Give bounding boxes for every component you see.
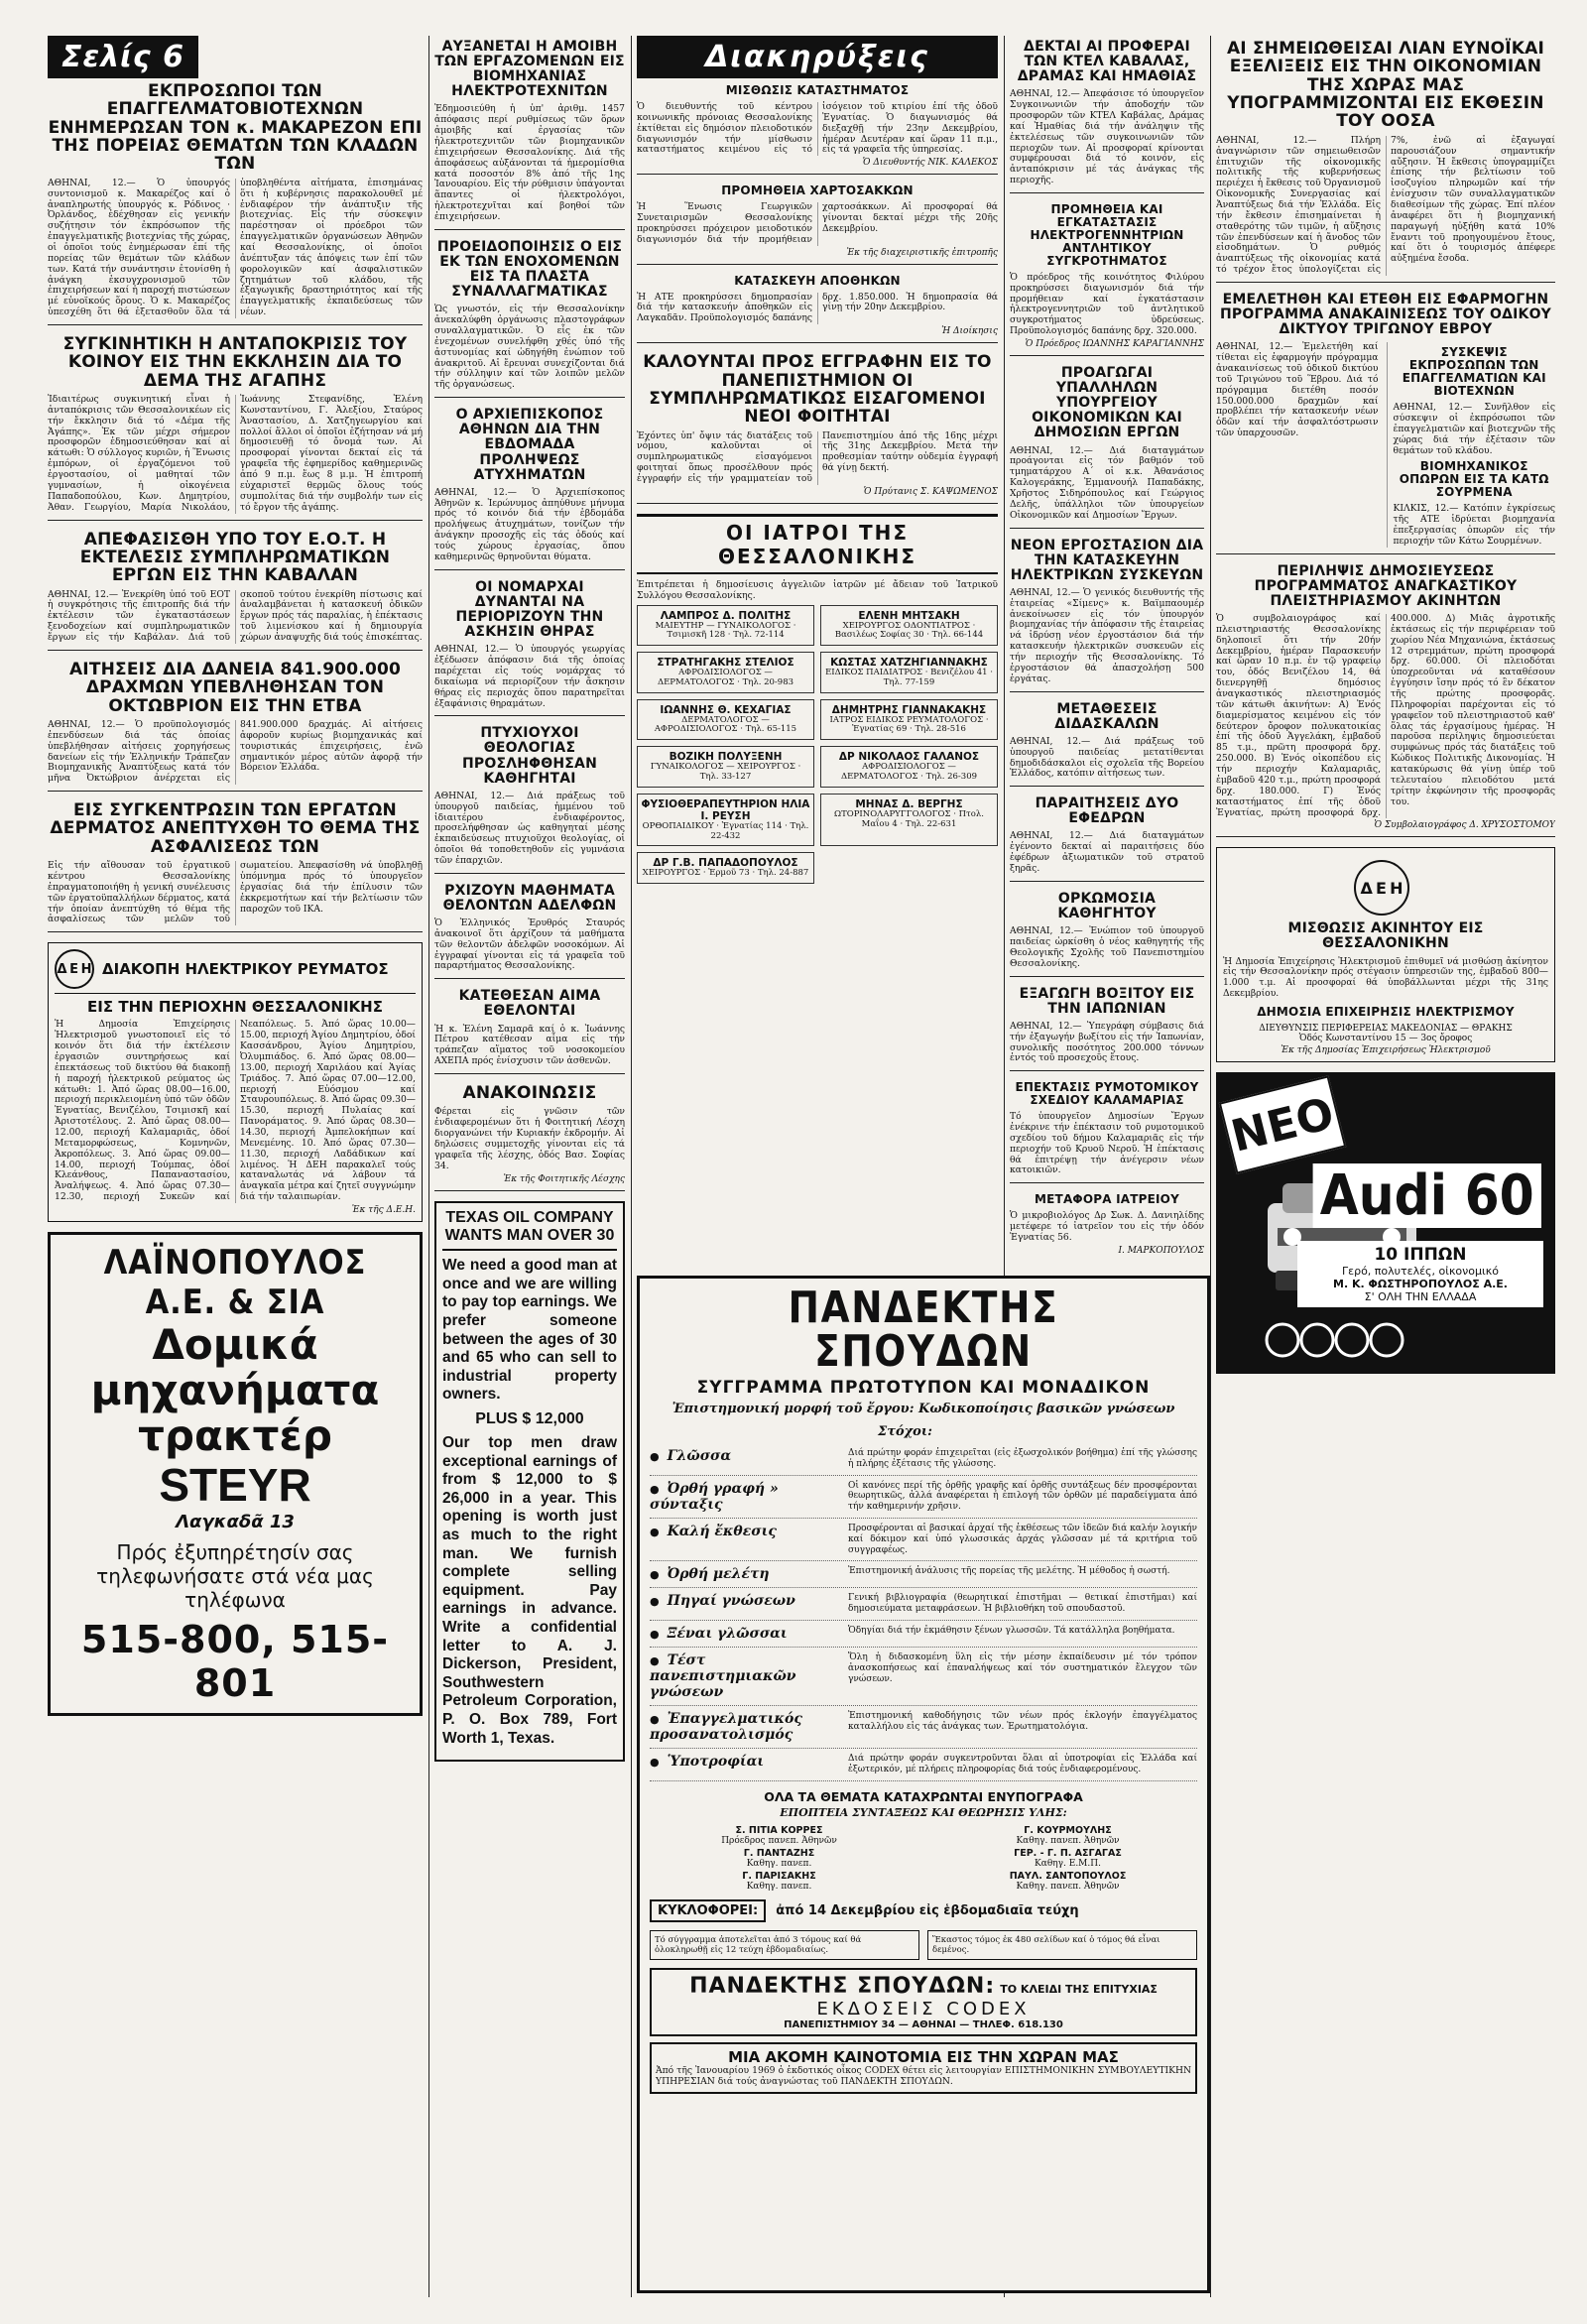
goal-name: ● Τέστ πανεπιστημιακῶν γνώσεων xyxy=(650,1652,848,1700)
goal-name: ● Ἐπαγγελματικός προσανατολισμός xyxy=(650,1711,848,1743)
author-role: Καθηγ. πανεπ. xyxy=(746,1881,812,1892)
doctor-listing xyxy=(637,794,814,847)
doctor-details: ΜΑΙΕΥΤΗΡ — ΓΥΝΑΙΚΟΛΟΓΟΣ · Τσιμισκῆ 128 · Τηλ. 72-114 xyxy=(655,620,796,641)
headline: ΚΑΛΟΥΝΤΑΙ ΠΡΟΣ ΕΓΓΡΑΦΗΝ ΕΙΣ ΤΟ ΠΑΝΕΠΙΣΤΗΜΙΟΝ ΟΙ ΣΥΜΠΛΗΡΩΜΑΤΙΚΩΣ ΕΙΣΑΓΟΜΕΝΟΙ ΝΕΟΙ ΦΟΙΤΗΤΑΙ xyxy=(643,352,992,428)
goal-name: ● Καλή ἔκθεσις xyxy=(650,1524,848,1539)
author-name: Γ. ΠΑΡΙΣΑΚΗΣ xyxy=(742,1870,816,1882)
dei-lease-notice xyxy=(1216,847,1555,1062)
ad-signed: ΟΛΑ ΤΑ ΘΕΜΑΤΑ ΚΑΤΑΧΡΩΝΤΑΙ ΕΝΥΠΟΓΡΑΦΑ xyxy=(764,1788,1083,1804)
goal-row xyxy=(650,1476,1197,1519)
goal-name: ● Ὀρθή γραφή » σύνταξις xyxy=(650,1481,848,1513)
author xyxy=(650,1871,909,1892)
article-announcements xyxy=(434,1084,625,1191)
doctor-details: ΔΕΡΜΑΤΟΛΟΓΟΣ — ΑΦΡΟΔΙΣΙΟΛΟΓΟΣ · Τηλ. 65-115 xyxy=(654,714,797,735)
notice-title: ΔΙΑΚΟΠΗ ΗΛΕΚΤΡΙΚΟΥ ΡΕΥΜΑΤΟΣ xyxy=(102,960,389,979)
headline: ΕΞΑΓΩΓΗ ΒΟΞΙΤΟΥ ΕΙΣ ΤΗΝ ΙΑΠΩΝΙΑΝ xyxy=(1019,985,1195,1017)
doctor-details: ΓΥΝΑΙΚΟΛΟΓΟΣ — ΧΕΙΡΟΥΡΓΟΣ · Τηλ. 33-127 xyxy=(650,762,801,782)
doctor-details: ΕΙΔΙΚΟΣ ΠΑΙΔΙΑΤΡΟΣ · Βενιζέλου 41 · Τηλ. 77-159 xyxy=(825,668,993,687)
ad-text-2: Our top men draw exceptional earnings of from $ 12,000 to $ 26,000 in a year. This opening is worth just as much to the right man. We furnish complete selling equipment. Pay earnings in advance. Write a confidential letter to A. J. Dickerson, President, Southwestern Petroleum Corporation, P. O. Box 789, Fort Worth 1, Texas. xyxy=(442,1434,617,1747)
goal-description: Οἱ κανόνες περί τῆς ὀρθῆς γραφῆς καί ὀρθῆς συντάξεως δέν προσφέρονται θεωρητικῶς, ἀλλά ἀναφέρεται ἡ ἐπιλογή τῶν ὁρθῶν μέ παραδείγματα ἀπό τήν καθημερινήν χρῆσιν. xyxy=(848,1480,1197,1513)
ad-info xyxy=(1297,1241,1543,1307)
article-body: Ἐχόντες ὑπ' ὄψιν τάς διατάξεις τοῦ νόμου, καλοῦνται οἱ συμπληρωματικῶς εἰσαγόμενοι φοιτηταί ὅπως προσέλθουν πρός ἐγγραφήν εἰς τήν γραμματείαν τοῦ Πανεπιστημίου ἀπό τῆς 16ης μέχρι τῆς 31ης Δεκεμβρίου. Μετά τήν προθεσμίαν ταύτην οὐδεμία ἐγγραφή θά γίνῃ δεκτή. xyxy=(637,429,998,485)
column-1 xyxy=(48,36,423,2297)
headline: ΑΥΞΑΝΕΤΑΙ Η ΑΜΟΙΒΗ ΤΩΝ ΕΡΓΑΖΟΜΕΝΩΝ ΕΙΣ ΒΙΟΜΗΧΑΝΙΑΣ ΗΛΕΚΤΡΟΤΕΧΝΙΤΩΝ xyxy=(434,39,625,100)
doctor-name: ΔΡ Γ.Β. ΠΑΠΑΔΟΠΟΥΛΟΣ xyxy=(653,857,798,870)
audi-rings-icon xyxy=(1258,1320,1416,1360)
doctor-details: ΩΤΟΡΙΝΟΛΑΡΥΓΓΟΛΟΓΟΣ · Πτολ. Μαΐου 4 · Τηλ. 22-631 xyxy=(834,808,984,829)
article-resignations xyxy=(1010,796,1204,882)
article-body: Ἰδιαιτέρως συγκινητική εἶναι ἡ ἀνταπόκρισις τῶν Θεσσαλονικέων εἰς τήν ἔκκλησιν διά τό «Δέμα τῆς Ἀγάπης». Ἐκ τῶν μέχρι σήμερον προσφορῶν ἐδημοσιεύθησαν καί αἱ κάτωθι: Ὁ σύλλογος κυριῶν, ἡ Ἕνωσις ἐμπόρων, οἱ ἐργαζόμενοι τοῦ ἐργοστασίου, οἱ μαθηταί τῶν γυμνασίων, ἡ οἰκογένεια Παπαδοπούλου, Κων. Δημητρίου, Ἀθαν. Γεωργίου, Μαρία Νικολάου, Ἰωάννης Στεφανίδης, Ἑλένη Κωνσταντίνου, Γ. Ἀλεξίου, Σταύρος Ἀναστασίου, Δ. Χατζηγεωργίου καί πολλοί ἄλλοι οἱ ὁποῖοι ἐζήτησαν νά μή δημοσιευθῇ τό ὄνομά των. Αἱ προσφοραί γίνονται δεκταί εἰς τά γραφεῖα τῆς ἐφημερίδος καθημερινῶς ἀπό 9 π.μ. ἕως 8 μ.μ. Ἡ ἐπιτροπή εὐχαριστεῖ θερμῶς ὅλους τούς συμπολίτας διά τήν συμβολήν των εἰς τό ἔργον τῆς ἀγάπης. xyxy=(48,394,423,513)
ad-lainopoulos-steyr xyxy=(48,1232,423,1716)
article-forgery-warning xyxy=(434,240,625,398)
headline: ΔΕΚΤΑΙ ΑΙ ΠΡΟΦΕΡΑΙ ΤΩΝ ΚΤΕΛ ΚΑΒΑΛΑΣ, ΔΡΑΜΑΣ ΚΑΙ ΗΜΑΘΙΑΣ xyxy=(1017,39,1197,85)
article-signature: Ἐκ τῆς Φοιτητικῆς Λέσχης xyxy=(503,1173,625,1184)
article-auction xyxy=(1216,564,1555,838)
doctor-name: ΛΑΜΠΡΟΣ Δ. ΠΟΛΙΤΗΣ xyxy=(660,609,792,622)
doctors-grid xyxy=(637,602,998,887)
notice-store-lease xyxy=(637,84,998,175)
doctor-name: ΚΩΣΤΑΣ ΧΑΤΖΗΓΙΑΝΝΑΚΗΣ xyxy=(830,657,988,670)
article-body: Ὁ διευθυντής τοῦ κέντρου κοινωνικῆς πρόνοιας Θεσσαλονίκης ἐκτίθεται εἰς δημόσιον πλειοδοτικόν διαγωνισμόν τήν μίσθωσιν καταστήματος κειμένου εἰς τό ἰσόγειον τοῦ κτιρίου ἐπί τῆς ὁδοῦ Ἐγνατίας. Ὁ διαγωνισμός θά διεξαχθῇ τήν 23ην Δεκεμβρίου, ἡμέραν Δευτέραν καί ὥραν 11 π.μ., εἰς τά γραφεῖα τῆς ὑπηρεσίας. xyxy=(637,100,998,156)
dei-logo-icon: Δ Ε Η xyxy=(1354,860,1409,916)
notice-paper-bags xyxy=(637,184,998,264)
article-generators xyxy=(1010,203,1204,356)
author-name: Γ. ΚΟΥΡΜΟΥΛΗΣ xyxy=(1024,1824,1112,1836)
article-body: ΑΘΗΝΑΙ, 12.— Ἐνεκρίθη ὑπό τοῦ ΕΟΤ ἡ συγκρότησις τῆς ἐπιτροπῆς διά τήν ἐκτέλεσιν τῶν ἐγκαταστάσεων ξενοδοχείων καί συμπληρωματικῶν ἔργων εἰς τήν Καβάλαν. Διά τοῦ σκοποῦ τούτου ἐνεκρίθη πίστωσις καί ἀναλαμβάνεται ἡ κατασκευή ὁδικῶν ἔργων πρός τάς παραλίας, ἡ ἐπέκτασις τοῦ λιμενίσκου καί ἡ δημιουργία χώρων ἀναψυχῆς διά τούς ἐπισκέπτας. xyxy=(48,588,423,644)
goal-description: Διά πρώτην φοράν συγκεντροῦνται ὅλαι αἱ ὑποτροφίαι εἰς Ἑλλάδα καί ἐξωτερικόν, μέ πλήρεις πληροφορίας διά τούς ἐνδιαφερομένους. xyxy=(848,1753,1197,1774)
column-rule xyxy=(1210,36,1211,2297)
article-body: Τό ὑπουργεῖον Δημοσίων Ἔργων ἐνέκρινε τήν ἐπέκτασιν τοῦ ρυμοτομικοῦ σχεδίου τοῦ δήμου Καλαμαριᾶς εἰς τήν περιοχήν τοῦ Κρυοῦ Νεροῦ. Ἡ ἐπέκτασις θά ἐπιτρέψῃ τήν ἀνέγερσιν νέων κατοικιῶν. xyxy=(1010,1111,1204,1176)
article-kalamaria-plan xyxy=(1010,1081,1204,1183)
ad-headline: TEXAS OIL COMPANY WANTS MAN OVER 30 xyxy=(442,1209,617,1252)
ad-tagline: Ἐπιστημονική μορφή τοῦ ἔργου: Κωδικοποίησις βασικῶν γνώσεων xyxy=(671,1402,1175,1416)
headline: ΜΙΣΘΩΣΙΣ ΑΚΙΝΗΤΟΥ ΕΙΣ ΘΕΣΣΑΛΟΝΙΚΗΝ xyxy=(1287,920,1484,952)
article-promotions xyxy=(1010,366,1204,529)
article-signature: Ὁ Συμβολαιογράφος Δ. ΧΡΥΣΟΣΤΟΜΟΥ xyxy=(1374,820,1555,831)
headline: ΟΡΚΩΜΟΣΙΑ ΚΑΘΗΓΗΤΟΥ xyxy=(1057,890,1157,922)
author-name: Γ. ΠΑΝΤΑΖΗΣ xyxy=(743,1847,815,1859)
goal-description: Γενική βιβλιογραφία (θεωρητικαί ἐπιστῆμαι — θετικαί ἐπιστῆμαι) καί δημοσιεύματα μεταφράσεων. Ἡ βιβλιοθήκη τοῦ σπουδαστοῦ. xyxy=(848,1593,1197,1615)
notice-signature: Ἐκ τῆς Δ.Ε.Η. xyxy=(351,1204,416,1215)
headline: ΠΡΟΜΗΘΕΙΑ ΚΑΙ ΕΓΚΑΤΑΣΤΑΣΙΣ ΗΛΕΚΤΡΟΓΕΝΝΗΤΡΙΩΝ ΑΝΤΛΗΤΙΚΟΥ ΣΥΓΚΡΟΤΗΜΑΤΟΣ xyxy=(1030,202,1184,268)
section-banner: Διακηρύξεις xyxy=(637,36,998,78)
ad-texas-oil xyxy=(434,1201,625,1763)
article-nurses xyxy=(434,884,625,980)
doctor-listing xyxy=(820,794,998,847)
article-body: Ἡ Ἕνωσις Γεωργικῶν Συνεταιρισμῶν Θεσσαλονίκης προκηρύσσει πρόχειρον μειοδοτικόν διαγωνισμόν διά τήν προμήθειαν χαρτοσάκκων. Αἱ προσφοραί θά γίνονται δεκταί μέχρι τῆς 20ῆς Δεκεμβρίου. xyxy=(637,201,998,245)
goal-row xyxy=(650,1588,1197,1621)
ad-hp: 10 ΙΠΠΩΝ xyxy=(1374,1244,1467,1265)
doctor-listing xyxy=(637,699,814,741)
article-body: Ὁ πρόεδρος τῆς κοινότητος Φιλύρου προκηρύσσει διαγωνισμόν διά τήν προμήθειαν καί ἐγκατάστασιν ἠλεκτρογεννητριῶν τοῦ ἀντλητικοῦ συγκροτήματος ὑδρεύσεως. Προϋπολογισμός δαπάνης δρχ. 320.000. xyxy=(1010,271,1204,337)
headline: ΡΧΙΖΟΥΝ ΜΑΘΗΜΑΤΑ ΘΕΛΟΝΤΩΝ ΑΔΕΛΦΩΝ xyxy=(442,882,617,914)
doctor-details: ΑΦΡΟΔΙΣΙΟΛΟΓΟΣ — ΔΕΡΜΑΤΟΛΟΓΟΣ · Τηλ. 26-309 xyxy=(840,762,978,782)
notice-body: Ἡ Δημοσία Ἐπιχείρησις Ἠλεκτρισμοῦ γνωστοποιεῖ εἰς τό κοινόν ὅτι διά τήν ἐκτέλεσιν ἐργασιῶν συντηρήσεως καί ἐπεκτάσεως τοῦ δικτύου θά διακοπῇ ἡ παροχή ἠλεκτρικοῦ ρεύματος ὡς κάτωθι: 1. Ἀπό ὥρας 08.00—16.00, περιοχή περικλειομένη ὑπό τῶν ὁδῶν Ἐγνατίας, Βενιζέλου, Τσιμισκῆ καί Ἀριστοτέλους. 2. Ἀπό ὥρας 08.00—12.00, περιοχή Καλαμαριᾶς, ὁδοί Μεταμορφώσεως, Κομνηνῶν, Ἀκροπόλεως. 3. Ἀπό ὥρας 09.00—14.00, περιοχή Τούμπας, ὁδοί Κλεάνθους, Παπαναστασίου, Ἀναλήψεως. 4. Ἀπό ὥρας 07.30—12.30, περιοχή Συκεῶν καί Νεαπόλεως. 5. Ἀπό ὥρας 10.00—15.00, περιοχή Ἁγίου Δημητρίου, ὁδοί Κασσάνδρου, Ἁγίου Δημητρίου, Ὀλυμπιάδος. 6. Ἀπό ὥρας 08.00—13.00, περιοχή Χαριλάου καί Ἁγίας Τριάδος. 7. Ἀπό ὥρας 07.00—12.00, περιοχή Εὐόσμου καί Σταυρουπόλεως. 8. Ἀπό ὥρας 09.30—15.30, περιοχή Πυλαίας καί Πανοράματος. 9. Ἀπό ὥρας 08.30—14.30, περιοχή Ἀμπελοκήπων καί Μενεμένης. 10. Ἀπό ὥρας 07.30—11.30, περιοχή Λαδάδικων καί λιμένος. Ἡ ΔΕΗ παρακαλεῖ τούς καταναλωτάς νά λάβουν τά ἀναγκαῖα μέτρα καί ζητεῖ συγγνώμην διά τήν ταλαιπωρίαν. xyxy=(55,1019,416,1203)
ad-codex-box xyxy=(650,1968,1197,2036)
column-2 xyxy=(434,36,625,2297)
headline: Ο ΑΡΧΙΕΠΙΣΚΟΠΟΣ ΑΘΗΝΩΝ ΔΙΑ ΤΗΝ ΕΒΔΟΜΑΔΑ ΠΡΟΛΗΨΕΩΣ ΑΤΥΧΗΜΑΤΩΝ xyxy=(455,407,604,483)
ad-goals-list xyxy=(650,1443,1197,1781)
article-oecd-report xyxy=(1216,40,1555,283)
article-signature: Ὁ Πρόεδρος ΙΩΑΝΝΗΣ ΚΑΡΑΓΙΑΝΝΗΣ xyxy=(1025,338,1204,349)
author-role: Καθηγ. πανεπ. Ἀθηνῶν xyxy=(1016,1881,1120,1892)
doctor-listing xyxy=(637,605,814,647)
ad-pandektis-spoudon xyxy=(637,1276,1210,2293)
article-body: ΑΘΗΝΑΙ, 12.— Διά πράξεως τοῦ ὑπουργοῦ παιδείας μετατίθενται δημοδιδάσκαλοι εἰς σχολεῖα τῆς Βορείου Ἑλλάδος, κατόπιν αἰτήσεως των. xyxy=(1010,735,1204,780)
org-division: ΔΙΕΥΘΥΝΣΙΣ ΠΕΡΙΦΕΡΕΙΑΣ ΜΑΚΕΔΟΝΙΑΣ — ΘΡΑΚΗΣ xyxy=(1259,1023,1513,1034)
article-university-enrollment xyxy=(637,353,998,504)
column-5 xyxy=(1216,36,1555,2297)
article-body: Ἡ ΑΤΕ προκηρύσσει δημοπρασίαν διά τήν κατασκευήν ἀποθηκῶν εἰς Λαγκαδᾶν. Προϋπολογισμός δαπάνης δρχ. 1.850.000. Ἡ δημοπρασία θά γίνῃ τήν 20ην Δεκεμβρίου. xyxy=(637,291,998,324)
goal-row xyxy=(650,1561,1197,1588)
article-oath xyxy=(1010,892,1204,977)
side-body-2: ΚΙΛΚΙΣ, 12.— Κατόπιν ἐγκρίσεως τῆς ΑΤΕ ἱδρύεται βιομηχανία ἐπεξεργασίας ὀπωρῶν εἰς τήν περιοχήν τῶν Κάτω Σουρμένων. xyxy=(1393,503,1555,547)
doctor-name: ΦΥΣΙΟΘΕΡΑΠΕΥΤΗΡΙΟΝ ΗΛΙΑ Ι. ΡΕΥΣΗ xyxy=(641,797,810,822)
article-archbishop xyxy=(434,408,625,570)
ad-company: ΛΑΪΝΟΠΟΥΛΟΣ Α.Ε. & ΣΙΑ xyxy=(103,1242,367,1322)
doctor-details: ΟΡΘΟΠΑΙΔΙΚΟΥ · Ἐγνατίας 114 · Τηλ. 22-432 xyxy=(642,820,809,841)
article-body: ΑΘΗΝΑΙ, 12.— Πλήρη ἀναγνώρισιν τῶν σημειωθεισῶν ἐπιτυχιῶν τῆς οἰκονομικῆς πολιτικῆς τῆς κυβερνήσεως περιέχει ἡ ἔκθεσις τοῦ Ὀργανισμοῦ Οἰκονομικῆς Συνεργασίας καί Ἀναπτύξεως διά τήν Ἑλλάδα. Εἰς τήν ἔκθεσιν ἐπισημαίνεται ἡ σταθερότης τῶν τιμῶν, ἡ αὔξησις τῶν ἐπενδύσεων καί ἡ ἄνοδος τῶν εἰσοδημάτων. Ὁ ρυθμός ἀναπτύξεως τῆς οἰκονομίας κατά τό τρέχον ἔτος ὑπολογίζεται εἰς 7%, ἐνῶ αἱ ἐξαγωγαί παρουσιάζουν σημαντικήν αὔξησιν. Ἡ ἔκθεσις ὑπογραμμίζει ἐπίσης τήν βελτίωσιν τοῦ ἰσοζυγίου πληρωμῶν καί τήν ἐνίσχυσιν τῶν συναλλαγματικῶν διαθεσίμων τῆς χώρας. Ἐπί πλέον ἀναφέρει ὅτι ἡ βιομηχανική παραγωγή ηὐξήθη κατά 10% ἔναντι τοῦ προηγουμένου ἔτους, καί ὅτι ὁ τουρισμός ἀπέφερε αὐξημένα ἔσοδα. xyxy=(1216,134,1555,276)
doctor-details: ΑΦΡΟΔΙΣΙΟΛΟΓΟΣ — ΔΕΡΜΑΤΟΛΟΓΟΣ · Τηλ. 20-983 xyxy=(657,668,794,687)
article-teacher-transfers xyxy=(1010,702,1204,788)
article-body: ΑΘΗΝΑΙ, 12.— Ἀπεφάσισε τό ὑπουργεῖον Συγκοινωνιῶν τήν ἀποδοχήν τῶν προσφορῶν τῶν ΚΤΕΛ Καβάλας, Δράμας καί Ἠμαθίας διά τήν ἀνάληψιν τῆς ἐκτελέσεως τῶν συγκοινωνιῶν τῶν περιοχῶν των. Αἱ προσφοραί κρίνονται συμφέρουσαι διά τό κοινόν, εἰς ἀνταπόκρισιν μέ τάς ἀνάγκας τῆς περιοχῆς. xyxy=(1010,88,1204,186)
doctors-title: ΟΙ ΙΑΤΡΟΙ ΤΗΣ ΘΕΣΣΑΛΟΝΙΚΗΣ xyxy=(637,514,998,574)
headline: ΑΠΕΦΑΣΙΣΘΗ ΥΠΟ ΤΟΥ Ε.Ο.Τ. Η ΕΚΤΕΛΕΣΙΣ ΣΥΜΠΛΗΡΩΜΑΤΙΚΩΝ ΕΡΓΩΝ ΕΙΣ ΤΗΝ ΚΑΒΑΛΑΝ xyxy=(79,529,391,586)
headline: ΟΙ ΝΟΜΑΡΧΑΙ ΔΥΝΑΝΤΑΙ ΝΑ ΠΕΡΙΟΡΙΖΟΥΝ ΤΗΝ ΑΣΚΗΣΙΝ ΘΗΡΑΣ xyxy=(455,578,604,641)
article-signature: Ὁ Πρύτανις Σ. ΚΑΨΩΜΕΝΟΣ xyxy=(863,486,998,497)
author-name: ΓΕΡ. - Γ. Π. ΑΣΓΑΓΑΣ xyxy=(1014,1847,1122,1859)
article-signature: Ὁ Διευθυντής ΝΙΚ. ΚΑΛΕΚΟΣ xyxy=(862,158,998,169)
article-etva-loans xyxy=(48,661,423,792)
doctor-listing xyxy=(637,746,814,788)
goal-description: Ἐπιστημονική καθοδήγησις τῶν νέων πρός ἐκλογήν ἐπαγγέλματος καταλλήλου εἰς τάς ἀνάγκας των. Ἐρωτηματολόγια. xyxy=(848,1710,1197,1732)
headline: ΜΙΣΘΩΣΙΣ ΚΑΤΑΣΤΗΜΑΤΟΣ xyxy=(725,83,910,97)
article-body: Ἐδημοσιεύθη ἡ ὑπ' ἀριθμ. 1457 ἀπόφασις περί ρυθμίσεως τῶν ὅρων ἀμοιβῆς καί ἐργασίας τῶν ἠλεκτροτεχνιτῶν τῶν βιομηχανικῶν ἐπιχειρήσεων Θεσσαλονίκης. Διά τῆς ἀποφάσεως αὐξάνονται τά ἡμερομίσθια κατά ποσοστόν 8% ἀπό τῆς 1ης Ἰανουαρίου. Εἰς τήν ρύθμισιν ὑπάγονται ἅπαντες οἱ ἠλεκτρολόγοι, ἠλεκτροτεχνῖται καί βοηθοί τῶν ἐπιχειρήσεων. xyxy=(434,103,625,223)
doctor-listing xyxy=(820,746,998,788)
side-body: ΑΘΗΝΑΙ, 12.— Συνῆλθον εἰς σύσκεψιν οἱ ἐκπρόσωποι τῶν ἐπαγγελματιῶν καί βιοτεχνῶν τῆς χώρας διά τήν ἐξέτασιν τῶν θεμάτων τοῦ κλάδου. xyxy=(1393,402,1555,456)
doctor-name: ΜΗΝΑΣ Δ. ΒΕΡΓΗΣ xyxy=(855,797,963,810)
doctor-listing xyxy=(820,652,998,693)
author-name: Σ. ΠΙΤΙΑ ΚΟΡΡΕΣ xyxy=(735,1824,823,1836)
release-label: ΚΥΚΛΟΦΟΡΕΙ: xyxy=(650,1899,766,1922)
innovation-text: Ἀπό τῆς Ἰανουαρίου 1969 ὁ ἐκδοτικός οἶκος CODEX θέτει εἰς λειτουργίαν ΕΠΙΣΤΗΜΟΝΙΚΗΝ ΣΥΜΒΟΥΛΕΥΤΙΚΗΝ ΥΠΗΡΕΣΙΑΝ διά τούς ἀναγνώστας τοῦ ΠΑΝΔΕΚΤΗ ΣΠΟΥΔΩΝ. xyxy=(656,2064,1191,2087)
headline: ΝΕΟΝ ΕΡΓΟΣΤΑΣΙΟΝ ΔΙΑ ΤΗΝ ΚΑΤΑΣΚΕΥΗΝ ΗΛΕΚΤΡΙΚΩΝ ΣΥΣΚΕΥΩΝ xyxy=(1010,537,1204,583)
goal-row xyxy=(650,1519,1197,1561)
ad-call: Πρός ἐξυπηρέτησίν σας τηλεφωνήσατε στά νέα μας τηλέφωνα xyxy=(96,1540,374,1613)
article-body: ΑΘΗΝΑΙ, 12.— Διά διαταγμάτων ἐγένοντο δεκταί αἱ παραιτήσεις δύο ἐφέδρων ἀξιωματικῶν τοῦ στρατοῦ ξηρᾶς. xyxy=(1010,830,1204,875)
doctors-directory xyxy=(637,514,998,887)
ad-phones: 515-800, 515-801 xyxy=(80,1618,390,1706)
article-body: ΑΘΗΝΑΙ, 12.— Ὁ ὑπουργός γεωργίας ἐξέδωσεν ἀπόφασιν διά τῆς ὁποίας παρέχεται εἰς τούς νομάρχας τό δικαίωμα νά περιορίζουν τήν ἄσκησιν θήρας εἰς περιοχάς ὅπου παρατηρεῖται ἐξαφάνισις θηραμάτων. xyxy=(434,644,625,709)
goal-description: Ἐπιστημονική ἀνάλυσις τῆς πορείας τῆς μελέτης. Ἡ μέθοδος ἡ σωστή. xyxy=(848,1566,1170,1577)
side-headline-2: ΒΙΟΜΗΧΑΝΙΚΟΣ ΟΠΩΡΩΝ ΕΙΣ ΤΑ ΚΑΤΩ ΣΟΥΡΜΕΝΑ xyxy=(1399,459,1549,500)
headline: ΚΑΤΑΣΚΕΥΗ ΑΠΟΘΗΚΩΝ xyxy=(734,273,901,288)
article-electricians-wages xyxy=(434,40,625,230)
ad-line1: Δομικά μηχανήματα xyxy=(90,1319,380,1415)
doctor-details: ΧΕΙΡΟΥΡΓΟΣ ΟΔΟΝΤΙΑΤΡΟΣ · Βασιλέως Σοφίας 30 · Τηλ. 66-144 xyxy=(834,620,984,641)
article-body: ΑΘΗΝΑΙ, 12.— Ὁ γενικός διευθυντής τῆς ἐταιρείας «Σίμενς» κ. Βαϊμπαουμέρ ἀνεκοίνωσεν εἰς τόν ὑπουργόν βιομηχανίας τήν ἀπόφασιν τῆς ἐταιρείας νά ἱδρύσῃ νέον ἐργοστάσιον διά τήν κατασκευήν ἠλεκτρικῶν συσκευῶν εἰς τήν περιοχήν τῆς Θεσσαλονίκης. Τό ἐργοστάσιον θά ἀπασχολήσῃ 500 ἐργάτας. xyxy=(1010,586,1204,684)
ad-dealer: Μ. Κ. ΦΩΣΤΗΡΟΠΟΥΛΟΣ Α.Ε. xyxy=(1333,1277,1508,1290)
headline: ΠΑΡΑΙΤΗΣΕΙΣ ΔΥΟ ΕΦΕΔΡΩΝ xyxy=(1035,795,1179,827)
headline: ΑΙ ΣΗΜΕΙΩΘΕΙΣΑΙ ΛΙΑΝ ΕΥΝΟΪΚΑΙ ΕΞΕΛΙΞΕΙΣ ΕΙΣ ΤΗΝ ΟΙΚΟΝΟΜΙΑΝ ΤΗΣ ΧΩΡΑΣ ΜΑΣ ΥΠΟΓΡΑΜΜΙΖΟΝΤΑΙ ΕΙΣ ΕΚΘΕΣΙΝ ΤΟΥ ΟΟΣΑ xyxy=(1226,39,1545,132)
codex-publisher: ΕΚΔΟΣΕΙΣ CODEX xyxy=(816,1998,1031,2019)
article-signature: Ἐκ τῆς διαχειριστικῆς ἐπιτροπῆς xyxy=(846,247,998,258)
doctor-details: ΧΕΙΡΟΥΡΓΟΣ · Ἑρμοῦ 73 · Τηλ. 24-887 xyxy=(642,868,809,879)
ad-address: Λαγκαδᾶ 13 xyxy=(176,1512,295,1533)
article-body: ΑΘΗΝΑΙ, 12.— Διά πράξεως τοῦ ὑπουργοῦ παιδείας, ἠμμένου τοῦ ἰδιαιτέρου ἐνδιαφέροντος, προσελήφθησαν ὡς καθηγηταί μέσης ἐκπαιδεύσεως πτυχιοῦχοι θεολογίας, οἱ ὁποῖοι θά τοποθετηθοῦν εἰς γυμνάσια τῶν ἐπαρχιῶν. xyxy=(434,790,625,866)
goal-name: ● Γλῶσσα xyxy=(650,1448,848,1464)
headline: ΜΕΤΑΦΟΡΑ ΙΑΤΡΕΙΟΥ xyxy=(1035,1192,1179,1207)
article-body: Εἰς τήν αἴθουσαν τοῦ ἐργατικοῦ κέντρου Θεσσαλονίκης ἐπραγματοποιήθη ἡ γενική συνέλευσις τῶν ἐργατοϋπαλλήλων δέρματος, κατά τήν ὁποίαν ἀνεπτύχθη τό θέμα τῆς ἀσφαλίσεως τῶν μελῶν τοῦ σωματείου. Ἀπεφασίσθη νά ὑποβληθῇ ὑπόμνημα πρός τό ὑπουργεῖον ἐργασίας διά τήν ἐπίλυσιν τῶν ἐκκρεμοτήτων καί τήν βελτίωσιν τῶν παροχῶν τοῦ ΙΚΑ. xyxy=(48,860,423,925)
article-theology xyxy=(434,726,625,873)
side-headline: ΣΥΣΚΕΨΙΣ ΕΚΠΡΟΣΩΠΩΝ ΤΩΝ ΕΠΑΓΓΕΛΜΑΤΙΩΝ ΚΑΙ ΒΙΟΤΕΧΝΩΝ xyxy=(1402,345,1546,399)
article-blood xyxy=(434,989,625,1074)
article-body: Ὁ μικροβιολόγος Δρ Σωκ. Δ. Δανιηλίδης μετέφερε τό ἰατρεῖον του εἰς τήν ὁδόν Ἐγνατίας 56. xyxy=(1010,1210,1204,1243)
ad-text-1: We need a good man at once and we are willing to pay top earnings. We prefer someone between the ages of 30 and 65 who can sell to industrial property owners. xyxy=(442,1257,617,1404)
author-name: ΠΑΥΛ. ΣΑΝΤΟΠΟΥΛΟΣ xyxy=(1009,1870,1127,1882)
ad-goals-label: Στόχοι: xyxy=(878,1424,932,1439)
ad-reach: Σ' ΟΛΗ ΤΗΝ ΕΛΛΑΔΑ xyxy=(1364,1289,1477,1303)
ad-audi-60 xyxy=(1216,1072,1555,1374)
article-new-factory xyxy=(1010,539,1204,692)
article-love-parcel xyxy=(48,335,423,521)
article-ktel xyxy=(1010,40,1204,193)
headline: ΑΙΤΗΣΕΙΣ ΔΙΑ ΔΑΝΕΙΑ 841.900.000 ΔΡΑΧΜΩΝ ΥΠΕΒΛΗΘΗΣΑΝ ΤΟΝ ΟΚΤΩΒΡΙΟΝ ΕΙΣ ΤΗΝ ΕΤΒΑ xyxy=(68,659,402,716)
article-body: ΑΘΗΝΑΙ, 12.— Ὁ ὑπουργός συντονισμοῦ κ. Μακαρέζος καί ὁ ἀναπληρωτής ὑπουργός κ. Ρόδινος · Ὀρλάνδος, ἐδέχθησαν εἰς γενικήν συζήτησιν τόν ἐκπρόσωπον τῆς ἐπαγγελματικῆς βιοτεχνίας τῆς χώρας, οἱ ὁποῖοι τούς ἐνημέρωσαν ἐπί τῆς πορείας τῶν θεμάτων τῶν κλάδων των. Κατά τήν συνάντησιν ἐτονίσθη ἡ ἀνάγκη ἐκσυγχρονισμοῦ τῶν ἐπιχειρήσεων καί ἡ παροχή πιστώσεων μέ εὐνοϊκούς ὅρους. Ὁ κ. Μακαρέζος ὑπεσχέθη ὅτι θά ἐξετασθοῦν ὅλα τά ὑποβληθέντα αἰτήματα, ἐπισημάνας ὅτι ἡ κυβέρνησις παρακολουθεῖ μέ ἐνδιαφέρον τήν ἀνάπτυξιν τῆς βιοτεχνίας. Εἰς τήν σύσκεψιν παρέστησαν οἱ πρόεδροι τῶν ἐπαγγελματικῶν ὀργανώσεων Ἀθηνῶν καί Θεσσαλονίκης, οἱ ὁποῖοι ἀνέπτυξαν τάς ἀπόψεις των ἐπί τῶν φορολογικῶν καί ἀσφαλιστικῶν ζητημάτων τοῦ κλάδου, τῆς ἐξαγωγικῆς δραστηριότητος καί τῆς ἐπαγγελματικῆς ἐκπαιδεύσεως τῶν νέων. xyxy=(48,177,423,318)
ad-editorial: ΕΠΟΠΤΕΙΑ ΣΥΝΤΑΞΕΩΣ ΚΑΙ ΘΕΩΡΗΣΙΣ ΥΛΗΣ: xyxy=(780,1805,1067,1819)
article-hunting xyxy=(434,580,625,717)
goal-name: ● Ὀρθή μελέτη xyxy=(650,1566,848,1582)
author xyxy=(938,1871,1197,1892)
headline: ΑΝΑΚΟΙΝΩΣΙΣ xyxy=(462,1082,597,1103)
doctor-name: ΙΩΑΝΝΗΣ Θ. ΚΕΧΑΓΙΑΣ xyxy=(660,703,792,716)
headline: ΕΠΕΚΤΑΣΙΣ ΡΥΜΟΤΟΜΙΚΟΥ ΣΧΕΔΙΟΥ ΚΑΛΑΜΑΡΙΑΣ xyxy=(1015,1080,1199,1108)
doctor-name: ΔΡ ΝΙΚΟΛΑΟΣ ΓΑΛΑΝΟΣ xyxy=(838,751,980,764)
column-rule xyxy=(631,36,632,2297)
goal-description: Ὁδηγίαι διά τήν ἐκμάθησιν ξένων γλωσσῶν. Τά κατάλληλα βοηθήματα. xyxy=(848,1625,1175,1636)
headline: ΚΑΤΕΘΕΣΑΝ ΑΙΜΑ ΕΘΕΛΟΝΤΑΙ xyxy=(458,988,601,1020)
column-rule xyxy=(428,36,429,2297)
headline: ΠΡΟΕΙΔΟΠΟΙΗΣΙΣ Ο ΕΙΣ ΕΚ ΤΩΝ ΕΝΟΧΟΜΕΝΩΝ ΕΙΣ ΤΑ ΠΛΑΣΤΑ ΣΥΝΑΛΛΑΓΜΑΤΙΚΑΣ xyxy=(436,238,623,301)
ad-model: Audi 60 xyxy=(1313,1163,1541,1228)
author xyxy=(650,1848,909,1869)
ad-authors xyxy=(650,1825,1197,1892)
doctor-details: ΙΑΤΡΟΣ ΕΙΔΙΚΟΣ ΡΕΥΜΑΤΟΛΟΓΟΣ · Ἐγνατίας 69 · Τηλ. 28-516 xyxy=(829,714,989,735)
article-body: ΑΘΗΝΑΙ, 12.— Ἐνώπιον τοῦ ὑπουργοῦ παιδείας ὡρκίσθη ὁ νέος καθηγητής τῆς Θεολογικῆς Σχολῆς τοῦ Πανεπιστημίου Θεσσαλονίκης. xyxy=(1010,925,1204,969)
ad-line2: τρακτέρ STEYR xyxy=(138,1411,332,1511)
steyr-brand: STEYR xyxy=(159,1458,311,1511)
codex-title: ΠΑΝΔΕΚΤΗΣ ΣΠΟΥΔΩΝ: xyxy=(689,1973,996,1999)
goal-row xyxy=(650,1443,1197,1476)
doctor-name: ΣΤΡΑΤΗΓΑΚΗΣ ΣΤΕΛΙΟΣ xyxy=(657,657,794,670)
dei-logo-icon: Δ Ε Η xyxy=(55,949,94,989)
article-craftsmen xyxy=(48,82,423,325)
headline: ΣΥΓΚΙΝΗΤΙΚΗ Η ΑΝΤΑΠΟΚΡΙΣΙΣ ΤΟΥ ΚΟΙΝΟΥ ΕΙΣ ΤΗΝ ΕΚΚΛΗΣΙΝ ΔΙΑ ΤΟ ΔΕΜΑ ΤΗΣ ΑΓΑΠΗΣ xyxy=(62,333,408,391)
codex-address: ΠΑΝΕΠΙΣΤΗΜΙΟΥ 34 — ΑΘΗΝΑΙ — ΤΗΛΕΦ. 618.130 xyxy=(784,2018,1063,2030)
article-body: ΑΘΗΝΑΙ, 12.— Ὁ Ἀρχιεπίσκοπος Ἀθηνῶν κ. Ἱερώνυμος ἀπηύθυνε μήνυμα πρός τό κοινόν διά τήν ἑβδομάδα προλήψεως ἀτυχημάτων, τονίζων τήν ἀνάγκην προσοχῆς εἰς τάς ὁδούς καί τούς χώρους ἐργασίας, ὅπου καθημερινῶς θρηνοῦνται θύματα. xyxy=(434,486,625,562)
author-role: Καθηγ. πανεπ. Ἀθηνῶν xyxy=(1016,1835,1120,1846)
doctor-listing xyxy=(820,605,998,647)
org-name: ΔΗΜΟΣΙΑ ΕΠΙΧΕΙΡΗΣΙΣ ΗΛΕΚΤΡΙΣΜΟΥ xyxy=(1257,1005,1515,1020)
org-address: Ὁδός Κωνσταντίνου 15 — 3ος ὄροφος xyxy=(1298,1033,1473,1043)
headline: ΠΡΟΑΓΩΓΑΙ ΥΠΑΛΛΗΛΩΝ ΥΠΟΥΡΓΕΙΟΥ ΟΙΚΟΝΟΜΙΚΩΝ ΚΑΙ ΔΗΜΟΣΙΩΝ ΕΡΓΩΝ xyxy=(1032,364,1182,441)
ad-new-badge: ΝΕΟ xyxy=(1219,1075,1347,1173)
article-body: ΑΘΗΝΑΙ, 12.— Ὁ προϋπολογισμός ἐπενδύσεων διά τάς ὁποίας ὑπεβλήθησαν αἰτήσεις χορηγήσεως δανείων εἰς τήν Ἑλληνικήν Τράπεζαν Βιομηχανικῆς Ἀναπτύξεως κατά τόν μῆνα Ὀκτώβριον ἀνέρχεται εἰς 841.900.000 δραχμάς. Αἱ αἰτήσεις ἀφοροῦν κυρίως βιομηχανικάς καί τουριστικάς ἐπιχειρήσεις, ἐνῶ σημαντικόν μέρος αὐτῶν ἀφορᾷ τήν Βόρειον Ἑλλάδα. xyxy=(48,718,423,785)
headline: ΕΜΕΛΕΤΗΘΗ ΚΑΙ ΕΤΕΘΗ ΕΙΣ ΕΦΑΡΜΟΓΗΝ ΠΡΟΓΡΑΜΜΑ ΑΝΑΚΑΙΝΙΣΕΩΣ ΤΟΥ ΟΔΙΚΟΥ ΔΙΚΤΥΟΥ ΤΡΙΓΩΝΟΥ ΕΒΡΟΥ xyxy=(1219,291,1552,338)
article-bauxite xyxy=(1010,987,1204,1072)
org-signature: Ἐκ τῆς Δημοσίας Ἐπιχειρήσεως Ἠλεκτρισμοῦ xyxy=(1281,1044,1491,1055)
goal-row xyxy=(650,1648,1197,1706)
author xyxy=(938,1848,1197,1869)
goal-row xyxy=(650,1706,1197,1749)
article-signature: Ἡ Διοίκησις xyxy=(941,326,998,337)
notice-subtitle: ΕΙΣ ΤΗΝ ΠΕΡΙΟΧΗΝ ΘΕΣΣΑΛΟΝΙΚΗΣ xyxy=(87,998,383,1017)
ad-plus: PLUS $ 12,000 xyxy=(475,1410,584,1428)
article-body: Ἡ κ. Ἑλένη Σαμαρᾶ καί ὁ κ. Ἰωάννης Πέτρου κατέθεσαν αἷμα εἰς τήν τράπεζαν αἵματος τοῦ νοσοκομείου ΑΧΕΠΑ πρός ἐνίσχυσιν τῶν ἀσθενῶν. xyxy=(434,1023,625,1067)
doctor-listing xyxy=(637,652,814,693)
doctor-listing xyxy=(820,699,998,741)
article-body: Ὁ Ἑλληνικός Ἐρυθρός Σταυρός ἀνακοινοῖ ὅτι ἀρχίζουν τά μαθήματα τῶν θελοντῶν ἀδελφῶν νοσοκόμων. Αἱ ἐγγραφαί γίνονται εἰς τά γραφεῖα τοῦ παραρτήματος Θεσσαλονίκης. xyxy=(434,917,625,972)
doctors-note: Ἐπιτρέπεται ἡ δημοσίευσις ἀγγελιῶν ἰατρῶν μέ ἄδειαν τοῦ Ἰατρικοῦ Συλλόγου Θεσσαλονίκης. xyxy=(637,578,998,601)
article-body: ΑΘΗΝΑΙ, 12.— Ἐμελετήθη καί τίθεται εἰς ἐφαρμογήν πρόγραμμα ἀνακαινίσεως τοῦ ὁδικοῦ δικτύου τοῦ Τριγώνου τοῦ Ἕβρου. Διά τό πρόγραμμα διετέθη ποσόν 150.000.000 δραχμῶν καί προβλέπει τήν κατασκευήν νέων ὁδῶν καί τήν ἀσφαλτόστρωσιν τῶν ὑπαρχουσῶν. xyxy=(1216,341,1379,439)
goal-name: ● Ὑποτροφίαι xyxy=(650,1754,848,1770)
goal-name: ● Ξέναι γλῶσσαι xyxy=(650,1626,848,1642)
headline: ΠΡΟΜΗΘΕΙΑ ΧΑΡΤΟΣΑΚΚΩΝ xyxy=(721,183,914,198)
doctor-name: ΒΟΖΙΚΗ ΠΟΛΥΞΕΝΗ xyxy=(669,751,783,764)
author-role: Καθηγ. πανεπ. xyxy=(746,1858,812,1869)
newspaper-page xyxy=(48,36,1555,2297)
ad-release xyxy=(650,1899,1197,1922)
release-text: ἀπό 14 Δεκεμβρίου εἰς ἑβδομαδιαῖα τεύχη xyxy=(776,1902,1079,1918)
ad-note-1: Τό σύγγραμμα ἀποτελεῖται ἀπό 3 τόμους καί θά ὁλοκληρωθῇ εἰς 12 τεύχη ἑβδομαδιαίως. xyxy=(650,1930,919,1960)
article-eot-kavala xyxy=(48,531,423,651)
goal-description: Προσφέρονται αἱ βασικαί ἀρχαί τῆς ἐκθέσεως τῶν ἰδεῶν διά καλήν λογικήν καί δόκιμον καί ὑπό γλωσσικάς ἀρχάς γλῶσσαν μέ τά κριτήρια τοῦ συγγραφέως. xyxy=(848,1523,1197,1555)
article-body: Ὡς γνωστόν, εἰς τήν Θεσσαλονίκην ἀνεκαλύφθη ὀργάνωσις πλαστογράφων συναλλαγματικῶν. Ὁ εἷς ἐκ τῶν ἐνεχομένων συνελήφθη χθές ὑπό τῆς ἀστυνομίας καί ὡδηγήθη ἐνώπιον τοῦ ἀνακριτοῦ. Αἱ ἔρευναι συνεχίζονται διά τήν σύλληψιν καί τῶν λοιπῶν μελῶν τῆς ὀργανώσεως. xyxy=(434,304,625,391)
headline: ΜΕΤΑΘΕΣΕΙΣ ΔΙΔΑΣΚΑΛΩΝ xyxy=(1054,700,1160,732)
author xyxy=(650,1825,909,1846)
headline: ΕΚΠΡΟΣΩΠΟΙ ΤΩΝ ΕΠΑΓΓΕΛΜΑΤΟΒΙΟΤΕΧΝΩΝ ΕΝΗΜΕΡΩΣΑΝ ΤΟΝ κ. ΜΑΚΑΡΕΖΟΝ ΕΠΙ ΤΗΣ ΠΟΡΕΙΑΣ ΘΕΜΑΤΩΝ ΤΩΝ ΚΛΑΔΩΝ ΤΩΝ xyxy=(48,81,423,175)
article-clinic-move xyxy=(1010,1193,1204,1262)
author-role: Πρόεδρος πανεπ. Ἀθηνῶν xyxy=(721,1835,837,1846)
article-body: Ὁ συμβολαιογράφος καί πλειστηριαστής Θεσσαλονίκης δηλοποιεῖ ὅτι τήν 20ήν Δεκεμβρίου, ἡμέραν Παρασκευήν καί ὥραν 10 π.μ. ἐν τῷ γραφείῳ του, ὁδός Βενιζέλου 14, θά διενεργηθῇ δημόσιος ἀναγκαστικός πλειστηριασμός τῶν κάτωθι ἀκινήτων: Α) Ἑνός διαμερίσματος κειμένου εἰς τόν δεύτερον ὄροφον πολυκατοικίας ἐπί τῆς ὁδοῦ Ἀγγελάκη, ἐμβαδοῦ 85 τ.μ., πρῶτη προσφορά δρχ. 250.000. Β) Ἑνός οἰκοπέδου εἰς τήν περιοχήν Καλαμαριᾶς, ἐμβαδοῦ 420 τ.μ., πρώτη προσφορά δρχ. 180.000. Γ) Ἑνός καταστήματος ἐπί τῆς ὁδοῦ Ἐγνατίας, πρώτη προσφορά δρχ. 400.000. Δ) Μιᾶς ἀγροτικῆς ἐκτάσεως εἰς τήν περιφέρειαν τοῦ χωρίου Νέα Μηχανιώνα, ἐκτάσεως 12 στρεμμάτων, πρώτη προσφορά δρχ. 60.000. Οἱ πλειοδόται ὑποχρεοῦνται νά καταθέσουν ἐγγύησιν ἴσην πρός τό ἓν δέκατον τῆς πρώτης προσφορᾶς. Πληροφορίαι παρέχονται εἰς τό γραφεῖον τοῦ πλειστηριαστοῦ καθ' ὅλας τάς ἐργασίμους ἡμέρας. Ἡ παροῦσα περίληψις δημοσιεύεται συμφώνως πρός τάς διατάξεις τοῦ Κώδικος Πολιτικῆς Δικονομίας. Ἡ κατακύρωσις θά γίνῃ ὑπέρ τοῦ τελευταίου πλειοδότου μετά τρίτην ἐκφώνησιν τῆς προσφορᾶς του. xyxy=(1216,613,1555,818)
article-evros-roads xyxy=(1216,293,1555,554)
page-section-header: Σελίς 6 xyxy=(48,36,198,78)
ad-innovation xyxy=(650,2042,1197,2094)
goal-row xyxy=(650,1749,1197,1781)
goal-row xyxy=(650,1621,1197,1648)
innovation-title: ΜΙΑ ΑΚΟΜΗ ΚΑΙΝΟΤΟΜΙΑ ΕΙΣ ΤΗΝ ΧΩΡΑΝ ΜΑΣ xyxy=(728,2047,1119,2066)
author xyxy=(938,1825,1197,1846)
ad-note-2: Ἕκαστος τόμος ἐκ 480 σελίδων καί ὁ τόμος θά εἶναι δεμένος. xyxy=(927,1930,1197,1960)
author-role: Καθηγ. Ε.Μ.Π. xyxy=(1035,1858,1101,1869)
notice-warehouses xyxy=(637,275,998,344)
article-leather-workers xyxy=(48,801,423,932)
headline: ΠΕΡΙΛΗΨΙΣ ΔΗΜΟΣΙΕΥΣΕΩΣ ΠΡΟΓΡΑΜΜΑΤΟΣ ΑΝΑΓΚΑΣΤΙΚΟΥ ΠΛΕΙΣΤΗΡΙΑΣΜΟΥ ΑΚΙΝΗΤΩΝ xyxy=(1254,562,1518,609)
doctor-listing xyxy=(637,852,814,884)
doctor-name: ΔΗΜΗΤΡΗΣ ΓΙΑΝΝΑΚΑΚΗΣ xyxy=(831,703,987,716)
ad-title: ΠΑΝΔΕΚΤΗΣ ΣΠΟΥΔΩΝ xyxy=(788,1283,1059,1377)
headline: ΕΙΣ ΣΥΓΚΕΝΤΡΩΣΙΝ ΤΩΝ ΕΡΓΑΤΩΝ ΔΕΡΜΑΤΟΣ ΑΝΕΠΤΥΧΘΗ ΤΟ ΘΕΜΑ ΤΗΣ ΑΣΦΑΛΙΣΕΩΣ ΤΩΝ xyxy=(50,800,421,857)
ad-desc: Γερό, πολυτελές, οἰκονομικό xyxy=(1342,1264,1499,1278)
article-signature: Ι. ΜΑΡΚΟΠΟΥΛΟΣ xyxy=(1118,1245,1204,1256)
goal-description: Διά πρώτην φοράν ἐπιχειρεῖται (εἰς ἐξωσχολικόν βοήθημα) ἐπί τῆς γλώσσης ἡ πλήρης ἐξέτασις τῆς γλώσσης. xyxy=(848,1448,1197,1469)
article-body: ΑΘΗΝΑΙ, 12.— Διά διαταγμάτων προάγονται εἰς τόν βαθμόν τοῦ τμηματάρχου Α΄ οἱ κ.κ. Ἀθανάσιος Καλογεράκης, Ἐμμανουήλ Παπαδάκης, Χρῆστος Σιδηρόπουλος καί Γεώργιος Δελῆς, ὑπάλληλοι τῶν ὑπουργείων Οἰκονομικῶν καί Δημοσίων Ἔργων. xyxy=(1010,444,1204,521)
codex-slogan: ΤΟ ΚΛΕΙΔΙ ΤΗΣ ΕΠΙΤΥΧΙΑΣ xyxy=(1000,1982,1158,1996)
ad-subtitle: ΣΥΓΓΡΑΜΜΑ ΠΡΩΤΟΤΥΠΟΝ ΚΑΙ ΜΟΝΑΔΙΚΟΝ xyxy=(696,1378,1151,1398)
dei-power-outage-notice xyxy=(48,942,423,1222)
goal-description: Ὅλη ἡ διδασκομένη ὕλη εἰς τήν μέσην ἐκπαίδευσιν μέ τόν τρόπον ἀνασκοπήσεως καί ἐπαναλήψεως καί τόν συστηματικόν ἔλεγχον τῶν γνώσεων. xyxy=(848,1651,1197,1684)
article-body: Ἡ Δημοσία Ἐπιχείρησις Ἠλεκτρισμοῦ ἐπιθυμεῖ νά μισθώσῃ ἀκίνητον εἰς τήν Θεσσαλονίκην πρός στέγασιν ὑπηρεσιῶν της, ἐμβαδοῦ 800—1.000 τ.μ. Αἱ προσφοραί θά ὑποβάλλωνται μέχρι τῆς 31ης Δεκεμβρίου. xyxy=(1223,955,1548,1000)
goal-name: ● Πηγαί γνώσεων xyxy=(650,1593,848,1609)
headline: ΠΤΥΧΙΟΥΧΟΙ ΘΕΟΛΟΓΙΑΣ ΠΡΟΣΛΗΦΘΗΣΑΝ ΚΑΘΗΓΗΤΑΙ xyxy=(461,725,598,787)
article-body: Φέρεται εἰς γνῶσιν τῶν ἐνδιαφερομένων ὅτι ἡ Φοιτητική Λέσχη διοργανώνει τήν Κυριακήν ἐκδρομήν. Αἱ δηλώσεις συμμετοχῆς γίνονται εἰς τά γραφεῖα τῆς λέσχης, ὁδός Βασ. Σοφίας 34. xyxy=(434,1106,625,1171)
article-body: ΑΘΗΝΑΙ, 12.— Ὑπεγράφη σύμβασις διά τήν ἐξαγωγήν βωξίτου εἰς τήν Ἰαπωνίαν, συνολικῆς ποσότητος 200.000 τόννων ἐντός τοῦ προσεχοῦς ἔτους. xyxy=(1010,1020,1204,1064)
doctor-name: ΕΛΕΝΗ ΜΗΤΣΑΚΗ xyxy=(858,609,960,622)
